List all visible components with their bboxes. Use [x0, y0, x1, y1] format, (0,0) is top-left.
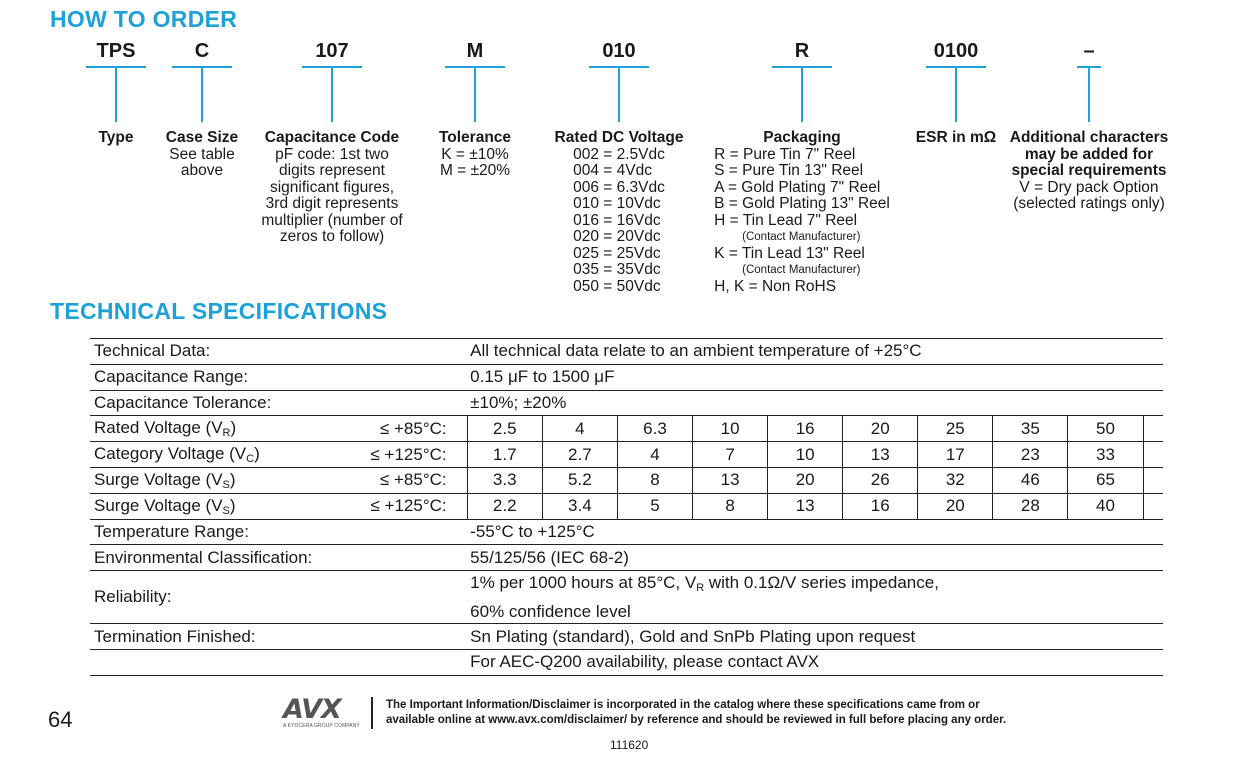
reliability-line-1: 1% per 1000 hours at 85°C, $V_R$ with 0.1Ω/V series impedance,	[470, 573, 939, 595]
spec-value: Sn Plating (standard), Gold and SnPb Plating upon request	[470, 626, 916, 646]
how-to-order-title: HOW TO ORDER	[50, 6, 238, 32]
desc-line: 035 = 35Vdc	[573, 261, 661, 278]
desc-line: M = ±20%	[439, 162, 511, 179]
voltage-cell: 3.4	[542, 493, 617, 519]
spec-label: Category Voltage $(V_C)$	[94, 444, 260, 466]
order-label: Rated DC Voltage	[554, 129, 684, 146]
order-label: Additional characters may be added for special requirements	[1009, 129, 1169, 179]
order-description	[1004, 180, 1174, 213]
spec-value: 0.15 μF to 1500 μF	[470, 367, 615, 387]
order-label: ESR in mΩ	[915, 129, 997, 146]
order-code: M	[466, 40, 484, 62]
spec-label: Technical Data:	[94, 341, 211, 361]
code-connector	[201, 68, 203, 122]
spec-condition	[359, 571, 467, 624]
code-connector	[618, 68, 620, 122]
avx-logo	[283, 694, 360, 733]
desc-line: H = Tin Lead 7" Reel	[714, 211, 858, 229]
order-label: Tolerance	[438, 129, 512, 146]
document-code: 111620	[610, 738, 649, 752]
disclaimer-line: The Important Information/Disclaimer is incorporated in the catalog where these specifications came from or	[386, 699, 980, 711]
spec-row-surge-voltage-125	[90, 493, 1163, 519]
voltage-cell: 16	[843, 493, 918, 519]
spec-condition	[359, 390, 467, 416]
order-code: 107	[315, 40, 349, 62]
desc-note: (Contact Manufacturer)	[742, 264, 861, 276]
voltage-cell: 5.2	[542, 467, 617, 493]
spec-value: 55/125/56 (IEC 68-2)	[470, 547, 629, 567]
spec-label: Capacitance Range:	[94, 367, 249, 387]
voltage-cell: 2.2	[467, 493, 542, 519]
desc-line: significant figures,	[269, 178, 395, 196]
spec-label: Reliability:	[94, 587, 172, 607]
spec-label: Rated Voltage $(V_R)$	[94, 418, 237, 440]
order-label: Packaging	[763, 129, 841, 146]
desc-line: zeros to follow)	[279, 228, 385, 245]
spec-value	[467, 571, 1163, 624]
spec-value: All technical data relate to an ambient temperature of +25°C	[470, 341, 922, 361]
voltage-cell: 8	[617, 467, 692, 493]
disclaimer	[386, 698, 1006, 728]
logo-tagline: A KYOCERA GROUP COMPANY	[283, 723, 360, 729]
voltage-cell: 20	[843, 416, 918, 442]
voltage-cell-spacer	[1143, 416, 1163, 442]
desc-line: A = Gold Plating 7" Reel	[714, 178, 881, 196]
voltage-cell: 5	[617, 493, 692, 519]
spec-condition	[359, 624, 467, 650]
spec-condition	[359, 519, 467, 545]
desc-line: pF code: 1st two	[275, 145, 389, 163]
desc-line: 020 = 20Vdc	[573, 228, 661, 245]
spec-condition: ≤ +125°C:	[370, 444, 447, 464]
desc-line: digits represent	[279, 162, 385, 179]
desc-line: 006 = 6.3Vdc	[573, 178, 665, 196]
spec-label: Environmental Classification:	[94, 547, 313, 567]
desc-line: multiplier (number of	[261, 211, 403, 229]
voltage-cell: 46	[993, 467, 1068, 493]
order-code: 010	[602, 40, 636, 62]
voltage-cell: 32	[918, 467, 993, 493]
order-description	[573, 147, 665, 296]
voltage-cell: 6.3	[617, 416, 692, 442]
desc-line: 3rd digit represents	[265, 195, 399, 212]
disclaimer-line: available online at www.avx.com/disclaimer/ by reference and should be reviewed in full before placing any order.	[386, 714, 1007, 726]
reliability-line-2: 60% confidence level	[470, 602, 631, 622]
voltage-cell: 10	[768, 442, 843, 468]
voltage-cell: 13	[843, 442, 918, 468]
spec-row-aec-note	[90, 649, 1163, 675]
code-connector	[801, 68, 803, 122]
spec-row-capacitance-tolerance	[90, 390, 1163, 416]
voltage-cell: 8	[693, 493, 768, 519]
technical-specifications-title: TECHNICAL SPECIFICATIONS	[50, 298, 388, 324]
desc-line: See table	[169, 145, 235, 163]
spec-value: ±10%; ±20%	[470, 392, 567, 412]
spec-condition: ≤ +125°C:	[370, 496, 447, 516]
voltage-cell: 4	[617, 442, 692, 468]
voltage-cell: 10	[693, 416, 768, 442]
desc-line: 016 = 16Vdc	[573, 211, 661, 229]
spec-row-termination-finished	[90, 624, 1163, 650]
spec-value: -55°C to +125°C	[470, 521, 595, 541]
code-connector	[1088, 68, 1090, 122]
spec-condition	[359, 364, 467, 390]
desc-line: 010 = 10Vdc	[573, 195, 661, 212]
spec-row-surge-voltage-85	[90, 467, 1163, 493]
voltage-cell: 25	[918, 416, 993, 442]
spec-row-category-voltage	[90, 442, 1163, 468]
order-column-additional	[1004, 38, 1174, 213]
voltage-cell: 16	[768, 416, 843, 442]
spec-condition: ≤ +85°C:	[379, 418, 447, 438]
desc-line: B = Gold Plating 13" Reel	[714, 195, 890, 212]
order-code: C	[194, 40, 210, 62]
desc-line: above	[180, 162, 224, 179]
desc-line: K = ±10%	[441, 145, 509, 163]
voltage-cell-spacer	[1143, 493, 1163, 519]
voltage-cell: 33	[1068, 442, 1143, 468]
desc-line: V = Dry pack Option	[1019, 178, 1159, 196]
order-code: R	[794, 40, 810, 62]
aec-note: For AEC-Q200 availability, please contact AVX	[470, 652, 820, 672]
voltage-cell: 7	[693, 442, 768, 468]
code-connector	[331, 68, 333, 122]
desc-line: 050 = 50Vdc	[573, 277, 661, 295]
spec-label: Termination Finished:	[94, 626, 256, 646]
page-number: 64	[48, 707, 73, 732]
spec-condition: ≤ +85°C:	[379, 470, 447, 490]
spec-label: Surge Voltage $(V_S)$	[94, 495, 236, 517]
desc-line: S = Pure Tin 13" Reel	[714, 162, 864, 179]
spec-table	[90, 338, 1163, 676]
order-code: TPS	[96, 40, 136, 62]
spec-row-technical-data	[90, 339, 1163, 365]
voltage-cell: 2.7	[542, 442, 617, 468]
voltage-cell: 1.7	[467, 442, 542, 468]
voltage-cell: 13	[768, 493, 843, 519]
spec-row-temperature-range	[90, 519, 1163, 545]
voltage-cell: 35	[993, 416, 1068, 442]
spec-condition	[359, 649, 467, 675]
voltage-cell: 20	[768, 467, 843, 493]
spec-row-environmental-classification	[90, 545, 1163, 571]
desc-line: K = Tin Lead 13" Reel	[714, 244, 865, 262]
desc-line: 025 = 25Vdc	[573, 244, 661, 262]
voltage-cell: 3.3	[467, 467, 542, 493]
code-connector	[474, 68, 476, 122]
voltage-cell: 4	[542, 416, 617, 442]
order-label: Capacitance Code	[264, 129, 400, 146]
voltage-cell-spacer	[1143, 442, 1163, 468]
desc-line: (selected ratings only)	[1013, 195, 1165, 212]
footer-divider	[371, 697, 373, 729]
order-label: Case Size	[165, 129, 239, 146]
voltage-cell: 26	[843, 467, 918, 493]
voltage-cell: 13	[693, 467, 768, 493]
voltage-cell: 2.5	[467, 416, 542, 442]
desc-note: (Contact Manufacturer)	[742, 231, 861, 243]
spec-row-reliability	[90, 571, 1163, 624]
voltage-cell: 20	[918, 493, 993, 519]
order-description	[714, 147, 890, 296]
voltage-cell: 50	[1068, 416, 1143, 442]
desc-line: R = Pure Tin 7" Reel	[714, 145, 856, 163]
desc-line: 004 = 4Vdc	[573, 162, 652, 179]
spec-condition	[359, 339, 467, 365]
spec-row-capacitance-range	[90, 364, 1163, 390]
voltage-cell: 17	[918, 442, 993, 468]
desc-line: H, K = Non RoHS	[714, 277, 837, 295]
voltage-cell: 40	[1068, 493, 1143, 519]
voltage-cell: 65	[1068, 467, 1143, 493]
voltage-cell-spacer	[1143, 467, 1163, 493]
spec-condition	[359, 545, 467, 571]
code-connector	[955, 68, 957, 122]
voltage-cell: 23	[993, 442, 1068, 468]
spec-label	[90, 649, 359, 675]
spec-label: Capacitance Tolerance:	[94, 392, 272, 412]
voltage-cell: 28	[993, 493, 1068, 519]
spec-label: Temperature Range:	[94, 521, 249, 541]
order-code: 0100	[933, 40, 979, 62]
logo-wordmark: AVX	[283, 694, 341, 725]
desc-line: 002 = 2.5Vdc	[573, 145, 665, 163]
order-label: Type	[98, 129, 134, 146]
spec-label: Surge Voltage $(V_S)$	[94, 469, 236, 491]
spec-row-rated-voltage	[90, 416, 1163, 442]
order-code: –	[1083, 40, 1095, 62]
